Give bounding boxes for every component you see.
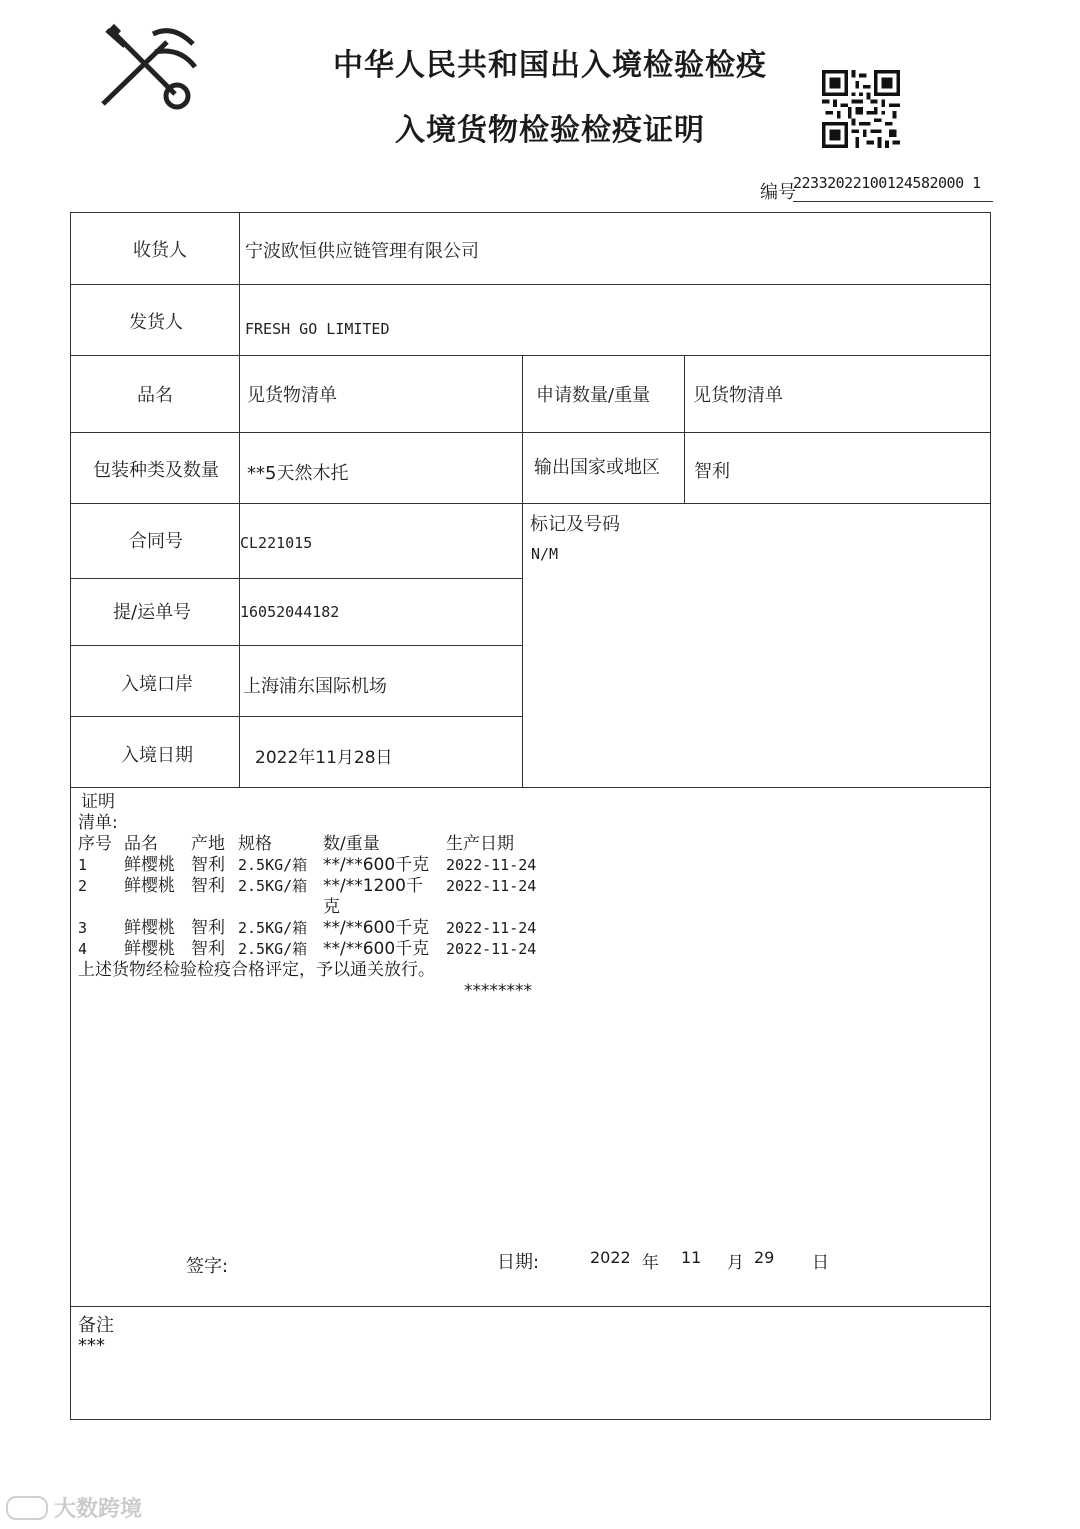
column-divider — [684, 355, 685, 503]
document-title-line2: 入境货物检验检疫证明 — [395, 113, 705, 148]
packaging-label: 包装种类及数量 — [93, 460, 219, 481]
consignee-label: 收货人 — [133, 240, 187, 261]
row-divider — [71, 716, 522, 717]
certificate-form — [70, 212, 991, 1420]
row-divider — [71, 1306, 990, 1307]
col-header: 产地 — [191, 834, 225, 854]
remarks-section — [78, 1316, 114, 1356]
row-divider — [71, 578, 522, 579]
origin-value: 智利 — [694, 461, 730, 482]
bill-label: 提/运单号 — [113, 602, 192, 623]
col-header: 生产日期 — [446, 834, 514, 854]
declared-qty-value: 见货物清单 — [693, 385, 783, 406]
certificate-stars: ******** — [464, 981, 532, 1001]
bill-value: 16052044182 — [240, 603, 340, 621]
port-value: 上海浦东国际机场 — [243, 676, 387, 697]
col-header: 序号 — [78, 834, 112, 854]
certificate-statement: 上述货物经检验检疫合格评定，予以通关放行。 — [78, 960, 435, 980]
row-divider — [71, 432, 990, 433]
marks-label: 标记及号码 — [530, 514, 620, 535]
date-month: 11 — [681, 1248, 702, 1267]
contract-label: 合同号 — [129, 531, 183, 552]
row-divider — [71, 355, 990, 356]
column-divider — [522, 355, 523, 787]
date-year: 2022 — [590, 1248, 631, 1267]
entry-date-label: 入境日期 — [121, 745, 193, 766]
date-day-unit: 日 — [812, 1253, 829, 1273]
consignor-value: FRESH GO LIMITED — [245, 320, 390, 338]
serial-number-value: 22332022100124582000 1 — [793, 174, 981, 192]
inspection-emblem-icon — [95, 22, 205, 117]
product-name-value: 见货物清单 — [247, 385, 337, 406]
row-divider — [71, 284, 990, 285]
column-divider — [239, 213, 240, 787]
col-header: 规格 — [238, 834, 272, 854]
date-label: 日期: — [497, 1252, 540, 1273]
marks-value: N/M — [531, 545, 559, 563]
row-divider — [71, 503, 990, 504]
certificate-heading: 证明 — [81, 792, 115, 812]
date-month-unit: 月 — [727, 1253, 744, 1273]
declared-qty-label: 申请数量/重量 — [536, 385, 651, 406]
consignee-value: 宁波欧恒供应链管理有限公司 — [245, 241, 479, 262]
col-header: 数/重量 — [323, 834, 380, 854]
entry-date-value: 2022年11月28日 — [255, 748, 393, 768]
serial-number-label: 编号 — [760, 182, 796, 203]
product-name-label: 品名 — [137, 385, 173, 406]
document-title-line1: 中华人民共和国出入境检验检疫 — [333, 48, 767, 83]
list-label: 清单: — [78, 813, 118, 833]
date-year-unit: 年 — [642, 1253, 659, 1273]
contract-value: CL221015 — [240, 534, 313, 552]
remarks-label: 备注 — [78, 1315, 114, 1336]
watermark-text: 大数跨境 — [54, 1497, 143, 1522]
serial-underline — [793, 201, 993, 202]
signature-label: 签字: — [186, 1256, 229, 1277]
origin-label: 输出国家或地区 — [534, 457, 660, 478]
port-label: 入境口岸 — [121, 674, 193, 695]
packaging-value: **5天然木托 — [247, 463, 349, 484]
date-day: 29 — [754, 1248, 775, 1267]
row-divider — [71, 645, 522, 646]
consignor-label: 发货人 — [129, 312, 183, 333]
watermark-logo-icon — [6, 1496, 48, 1520]
col-header: 品名 — [124, 834, 158, 854]
row-divider — [71, 787, 990, 788]
qr-code-icon — [822, 70, 900, 148]
watermark — [6, 1492, 142, 1523]
remarks-value: *** — [78, 1335, 105, 1356]
